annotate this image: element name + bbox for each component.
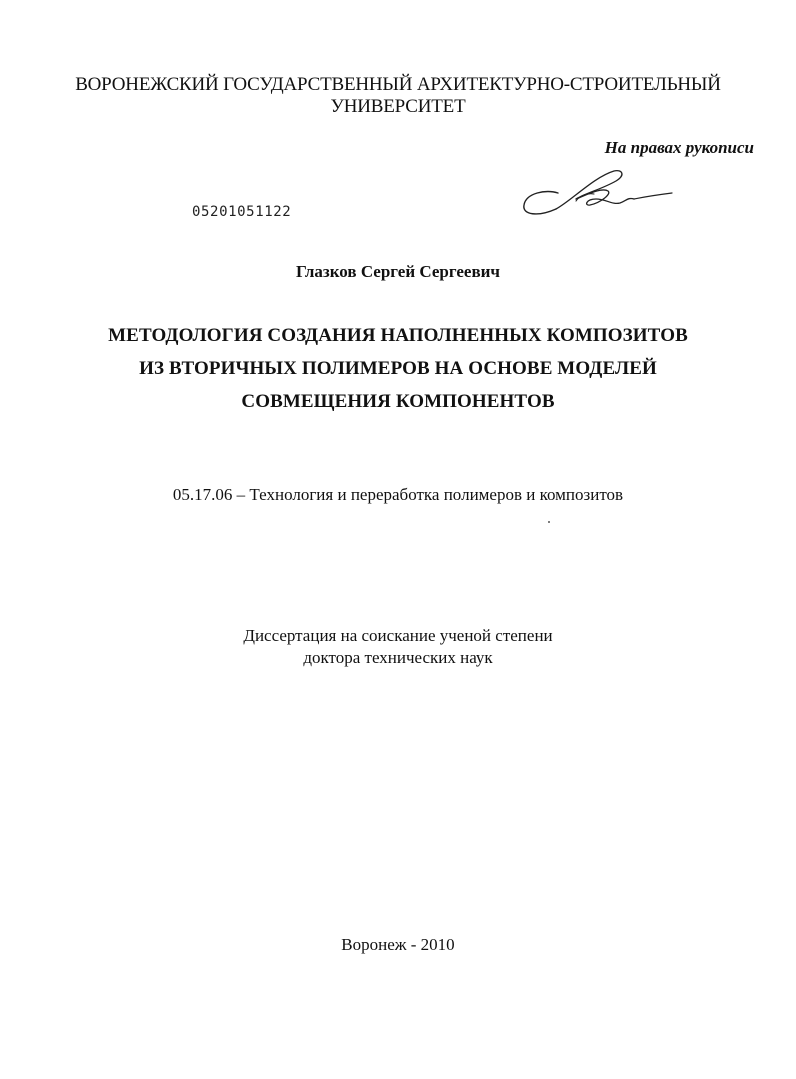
title-line-1: МЕТОДОЛОГИЯ СОЗДАНИЯ НАПОЛНЕННЫХ КОМПОЗИТОВ [108, 325, 688, 346]
document-code: 05201051122 [192, 204, 292, 220]
degree-line-1: Диссертация на соискание ученой степени [243, 626, 553, 645]
signature-image [516, 163, 676, 233]
dissertation-title [0, 319, 796, 418]
university-line-2: УНИВЕРСИТЕТ [330, 96, 466, 117]
city-year: Воронеж - 2010 [341, 935, 455, 954]
specialty-code: 05.17.06 – Технология и переработка полимеров и композитов [172, 485, 624, 504]
title-line-2: ИЗ ВТОРИЧНЫХ ПОЛИМЕРОВ НА ОСНОВЕ МОДЕЛЕЙ [139, 358, 657, 379]
university-line-1: ВОРОНЕЖСКИЙ ГОСУДАРСТВЕННЫЙ АРХИТЕКТУРНО-СТРОИТЕЛЬНЫЙ [75, 74, 721, 95]
title-line-3: СОВМЕЩЕНИЯ КОМПОНЕНТОВ [241, 391, 555, 412]
author-name: Глазков Сергей Сергеевич [295, 262, 501, 281]
scan-speck [548, 521, 550, 523]
university-name [0, 74, 796, 118]
degree-statement [0, 625, 796, 669]
manuscript-rights-note: На правах рукописи [604, 138, 754, 157]
degree-line-2: доктора технических наук [303, 648, 493, 667]
